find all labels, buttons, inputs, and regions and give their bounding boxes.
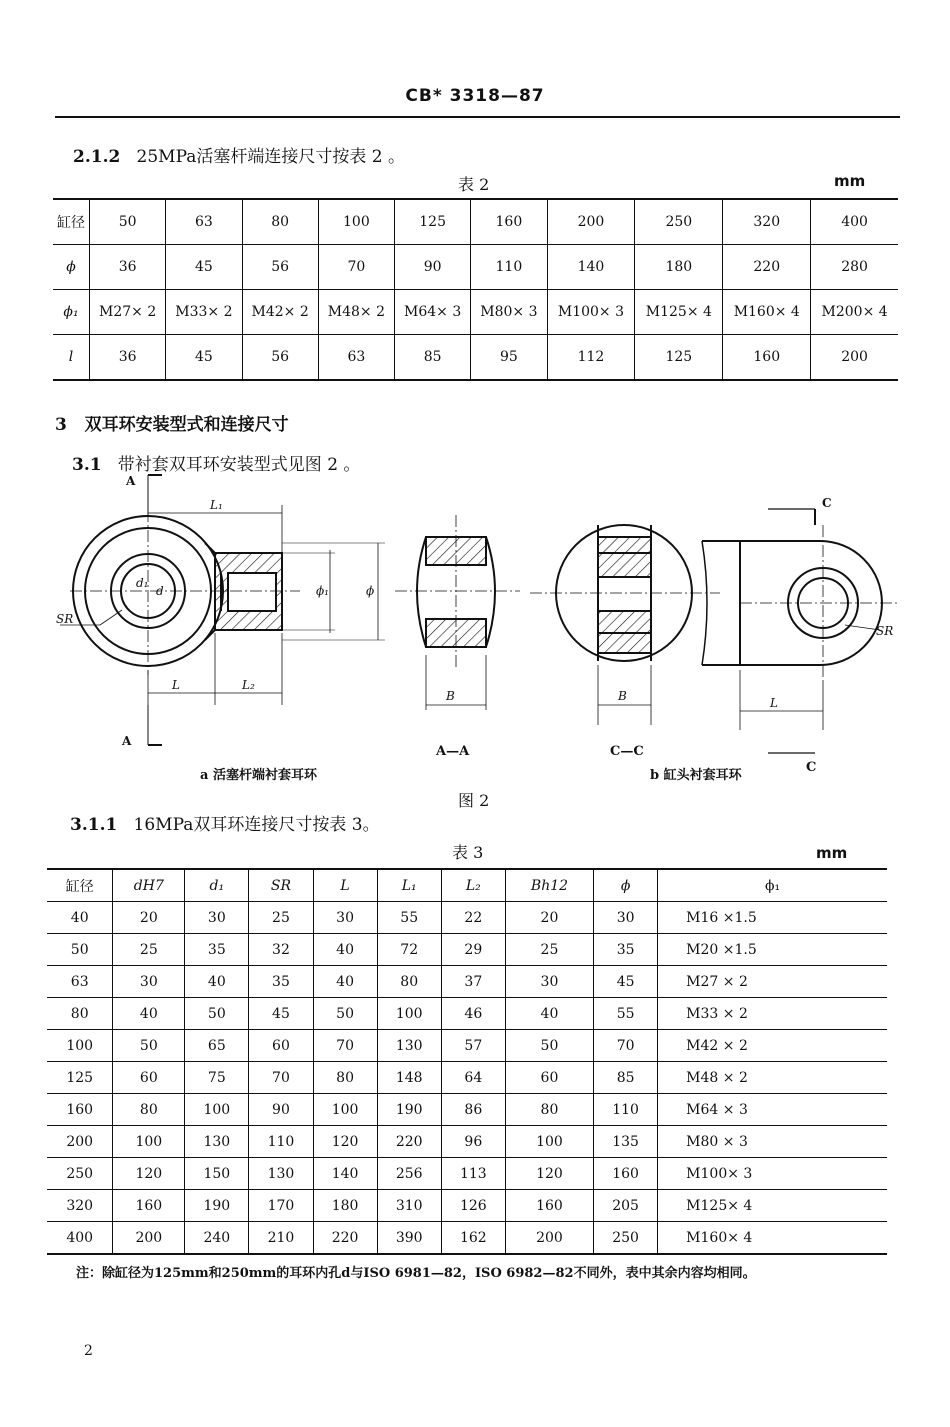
table-cell: M27× 2 — [90, 290, 166, 335]
table-cell: 22 — [441, 902, 505, 934]
table-cell: 162 — [441, 1222, 505, 1255]
label-L1: L₁ — [210, 498, 223, 512]
table-cell: 40 — [313, 934, 377, 966]
table-cell: 280 — [811, 245, 898, 290]
head-eye-view — [702, 509, 900, 753]
section-text: 25MPa活塞杆端连接尺寸按表 2 。 — [136, 147, 406, 167]
row-label: ϕ₁ — [53, 290, 90, 335]
table-cell: 90 — [249, 1094, 313, 1126]
table-row — [47, 1094, 887, 1126]
table-cell: 205 — [594, 1190, 658, 1222]
table-cell: 60 — [505, 1062, 593, 1094]
table-cell: 63 — [318, 335, 394, 381]
table-cell: 80 — [505, 1094, 593, 1126]
label-L: L — [172, 678, 180, 692]
table-cell: 110 — [249, 1126, 313, 1158]
table-cell: 160 — [471, 199, 547, 245]
table-cell: 110 — [594, 1094, 658, 1126]
table-cell: M48 × 2 — [658, 1062, 887, 1094]
table-cell: M20 ×1.5 — [658, 934, 887, 966]
table-cell: 100 — [318, 199, 394, 245]
table-cell: 200 — [113, 1222, 185, 1255]
table3-unit: mm — [816, 844, 848, 862]
table-cell: 120 — [505, 1158, 593, 1190]
table-cell: 45 — [166, 335, 242, 381]
table-cell: 90 — [395, 245, 471, 290]
caption-AA: A—A — [436, 744, 470, 759]
table-cell: 50 — [313, 998, 377, 1030]
table-cell: 30 — [594, 902, 658, 934]
table-cell: 30 — [505, 966, 593, 998]
row-label: l — [53, 335, 90, 381]
table-cell: M80 × 3 — [658, 1126, 887, 1158]
table-cell: 126 — [441, 1190, 505, 1222]
label-B-mid: B — [446, 689, 455, 703]
label-phi: ϕ — [366, 584, 375, 598]
table-cell: 30 — [185, 902, 249, 934]
table2-unit: mm — [834, 172, 866, 190]
table-cell: 390 — [377, 1222, 441, 1255]
table-cell: 63 — [47, 966, 113, 998]
table-cell: 25 — [505, 934, 593, 966]
table-cell: 120 — [313, 1126, 377, 1158]
column-header: Bh12 — [505, 869, 593, 902]
section-text: 双耳环安装型式和连接尺寸 — [84, 415, 289, 435]
column-header: L₁ — [377, 869, 441, 902]
table-cell: 30 — [313, 902, 377, 934]
table-cell: 50 — [505, 1030, 593, 1062]
table-cell: 100 — [313, 1094, 377, 1126]
table-cell: 72 — [377, 934, 441, 966]
table-row — [47, 1062, 887, 1094]
table-cell: 46 — [441, 998, 505, 1030]
table-cell: 160 — [594, 1158, 658, 1190]
table-cell: 75 — [185, 1062, 249, 1094]
table-cell: 70 — [313, 1030, 377, 1062]
table-row — [53, 335, 898, 381]
column-header: 缸径 — [47, 869, 113, 902]
table-cell: M27 × 2 — [658, 966, 887, 998]
label-L-right: L — [770, 696, 778, 710]
table-row — [47, 1190, 887, 1222]
table-cell: 32 — [249, 934, 313, 966]
table-cell: M33× 2 — [166, 290, 242, 335]
column-header: L₂ — [441, 869, 505, 902]
table-cell: M48× 2 — [318, 290, 394, 335]
table-cell: 85 — [594, 1062, 658, 1094]
table-cell: M64 × 3 — [658, 1094, 887, 1126]
table-cell: M160× 4 — [723, 290, 811, 335]
table-row — [47, 1222, 887, 1255]
table-cell: 29 — [441, 934, 505, 966]
table-cell: 50 — [113, 1030, 185, 1062]
table-cell: 240 — [185, 1222, 249, 1255]
table-cell: 220 — [723, 245, 811, 290]
table-cell: 113 — [441, 1158, 505, 1190]
table-cell: 25 — [113, 934, 185, 966]
label-B-right: B — [618, 689, 627, 703]
table-cell: 400 — [811, 199, 898, 245]
table-cell: 60 — [249, 1030, 313, 1062]
table-cell: 210 — [249, 1222, 313, 1255]
table-row — [47, 1158, 887, 1190]
page-header: CB* 3318—87 — [405, 86, 545, 106]
table-cell: 125 — [47, 1062, 113, 1094]
table-cell: 35 — [249, 966, 313, 998]
table-cell: M200× 4 — [811, 290, 898, 335]
table-cell: 25 — [249, 902, 313, 934]
table-cell: M42 × 2 — [658, 1030, 887, 1062]
table-cell: 45 — [166, 245, 242, 290]
table-cell: 400 — [47, 1222, 113, 1255]
table-cell: 80 — [377, 966, 441, 998]
table-cell: 110 — [471, 245, 547, 290]
table-cell: 56 — [242, 335, 318, 381]
table-cell: 135 — [594, 1126, 658, 1158]
table-row — [47, 934, 887, 966]
table-cell: M160× 4 — [658, 1222, 887, 1255]
table-cell: M80× 3 — [471, 290, 547, 335]
table-cell: 86 — [441, 1094, 505, 1126]
section-text: 带衬套双耳环安装型式见图 2 。 — [117, 455, 361, 475]
table-row — [47, 1126, 887, 1158]
table-cell: 55 — [594, 998, 658, 1030]
table-cell: 112 — [547, 335, 635, 381]
row-label: ϕ — [53, 245, 90, 290]
column-header: d₁ — [185, 869, 249, 902]
section-AA-view — [395, 515, 520, 710]
table-cell: 130 — [249, 1158, 313, 1190]
table-cell: 100 — [185, 1094, 249, 1126]
label-SR-left: SR — [56, 612, 74, 626]
table-cell: 57 — [441, 1030, 505, 1062]
table-cell: 80 — [313, 1062, 377, 1094]
table-cell: 64 — [441, 1062, 505, 1094]
section-number: 3.1.1 — [70, 815, 118, 835]
table-cell: 200 — [547, 199, 635, 245]
table-cell: 80 — [113, 1094, 185, 1126]
table-cell: 37 — [441, 966, 505, 998]
table-cell: 80 — [242, 199, 318, 245]
table-cell: 130 — [185, 1126, 249, 1158]
table-cell: 150 — [185, 1158, 249, 1190]
table-cell: 36 — [90, 335, 166, 381]
table-row — [53, 245, 898, 290]
table-cell: 65 — [185, 1030, 249, 1062]
table-cell: 45 — [594, 966, 658, 998]
caption-b: b 缸头衬套耳环 — [650, 768, 742, 783]
table-cell: M33 × 2 — [658, 998, 887, 1030]
label-SR-right: SR — [876, 624, 894, 638]
table-cell: 320 — [47, 1190, 113, 1222]
table-cell: 180 — [313, 1190, 377, 1222]
section-2-1-2 — [73, 142, 405, 167]
table-cell: 160 — [723, 335, 811, 381]
table-cell: 200 — [811, 335, 898, 381]
table-cell: 170 — [249, 1190, 313, 1222]
table-cell: 30 — [113, 966, 185, 998]
rod-eye-view — [60, 475, 385, 745]
label-A-bottom: A — [122, 734, 132, 748]
label-A-top: A — [126, 474, 136, 488]
table-3 — [47, 868, 887, 1255]
table-cell: 140 — [313, 1158, 377, 1190]
section-3 — [55, 410, 289, 435]
label-L2: L₂ — [242, 678, 255, 692]
table-cell: 20 — [113, 902, 185, 934]
column-header: ϕ — [594, 869, 658, 902]
table-row — [47, 902, 887, 934]
footnote: 注：除缸径为125mm和250mm的耳环内孔d与ISO 6981—82，ISO 6982—82不同外，表中其余内容均相同。 — [76, 1266, 756, 1281]
table-cell: 200 — [47, 1126, 113, 1158]
caption-a: a 活塞杆端衬套耳环 — [200, 768, 317, 783]
table-cell: 250 — [47, 1158, 113, 1190]
table-cell: 40 — [47, 902, 113, 934]
table-cell: 100 — [113, 1126, 185, 1158]
table-cell: 80 — [47, 998, 113, 1030]
table-cell: 200 — [505, 1222, 593, 1255]
table-cell: 160 — [113, 1190, 185, 1222]
table-cell: 55 — [377, 902, 441, 934]
section-text: 16MPa双耳环连接尺寸按表 3。 — [133, 815, 380, 835]
table-row — [53, 290, 898, 335]
table-cell: M100× 3 — [547, 290, 635, 335]
column-header: SR — [249, 869, 313, 902]
table-cell: 60 — [113, 1062, 185, 1094]
table-row — [53, 199, 898, 245]
column-header: ϕ₁ — [658, 869, 887, 902]
section-3-1-1 — [70, 810, 380, 835]
label-C-top: C — [822, 496, 832, 510]
table-cell: 320 — [723, 199, 811, 245]
table-cell: 160 — [47, 1094, 113, 1126]
table-cell: 40 — [113, 998, 185, 1030]
table-cell: 220 — [313, 1222, 377, 1255]
table-cell: M64× 3 — [395, 290, 471, 335]
table-cell: 70 — [249, 1062, 313, 1094]
label-C-bottom: C — [806, 760, 817, 775]
figure-title: 图 2 — [458, 791, 490, 810]
table-cell: 100 — [47, 1030, 113, 1062]
row-label: 缸径 — [53, 199, 90, 245]
table-cell: M16 ×1.5 — [658, 902, 887, 934]
header-rule — [55, 116, 900, 118]
table-cell: 250 — [635, 199, 723, 245]
table-cell: 96 — [441, 1126, 505, 1158]
figure-2-drawing — [0, 465, 950, 785]
table-cell: 130 — [377, 1030, 441, 1062]
label-d1: d₁ — [136, 576, 149, 590]
table-cell: 50 — [185, 998, 249, 1030]
table-cell: 100 — [377, 998, 441, 1030]
table-cell: 250 — [594, 1222, 658, 1255]
table-cell: 35 — [185, 934, 249, 966]
section-number: 2.1.2 — [73, 147, 121, 167]
table-cell: M42× 2 — [242, 290, 318, 335]
table-cell: 310 — [377, 1190, 441, 1222]
label-d: d — [156, 584, 164, 598]
table-cell: 85 — [395, 335, 471, 381]
table-cell: 125 — [635, 335, 723, 381]
table-cell: 50 — [47, 934, 113, 966]
page-number: 2 — [84, 1343, 93, 1359]
table-cell: 148 — [377, 1062, 441, 1094]
caption-CC: C—C — [610, 744, 644, 759]
table-cell: 40 — [505, 998, 593, 1030]
table-cell: 190 — [185, 1190, 249, 1222]
table-cell: 35 — [594, 934, 658, 966]
section-number: 3.1 — [72, 455, 102, 475]
table-cell: 95 — [471, 335, 547, 381]
table3-caption: 表 3 — [452, 843, 484, 862]
table-cell: 40 — [185, 966, 249, 998]
table-cell: 70 — [318, 245, 394, 290]
table-cell: 190 — [377, 1094, 441, 1126]
table-2 — [53, 198, 898, 381]
table-cell: 45 — [249, 998, 313, 1030]
table-cell: 56 — [242, 245, 318, 290]
table-row — [47, 998, 887, 1030]
table-cell: 180 — [635, 245, 723, 290]
table-cell: M100× 3 — [658, 1158, 887, 1190]
table-cell: 100 — [505, 1126, 593, 1158]
table-cell: 20 — [505, 902, 593, 934]
table-header-row — [47, 869, 887, 902]
table-cell: 40 — [313, 966, 377, 998]
table-cell: 160 — [505, 1190, 593, 1222]
table-cell: 125 — [395, 199, 471, 245]
table-cell: 63 — [166, 199, 242, 245]
table-cell: 140 — [547, 245, 635, 290]
table-cell: 50 — [90, 199, 166, 245]
table-cell: 256 — [377, 1158, 441, 1190]
column-header: dH7 — [113, 869, 185, 902]
table-cell: 120 — [113, 1158, 185, 1190]
section-number: 3 — [55, 415, 67, 435]
table-cell: 220 — [377, 1126, 441, 1158]
table2-caption: 表 2 — [458, 175, 490, 194]
table-row — [47, 966, 887, 998]
table-cell: 70 — [594, 1030, 658, 1062]
table-cell: 36 — [90, 245, 166, 290]
label-phi1: ϕ₁ — [316, 584, 329, 598]
table-row — [47, 1030, 887, 1062]
column-header: L — [313, 869, 377, 902]
table-cell: M125× 4 — [635, 290, 723, 335]
table-cell: M125× 4 — [658, 1190, 887, 1222]
